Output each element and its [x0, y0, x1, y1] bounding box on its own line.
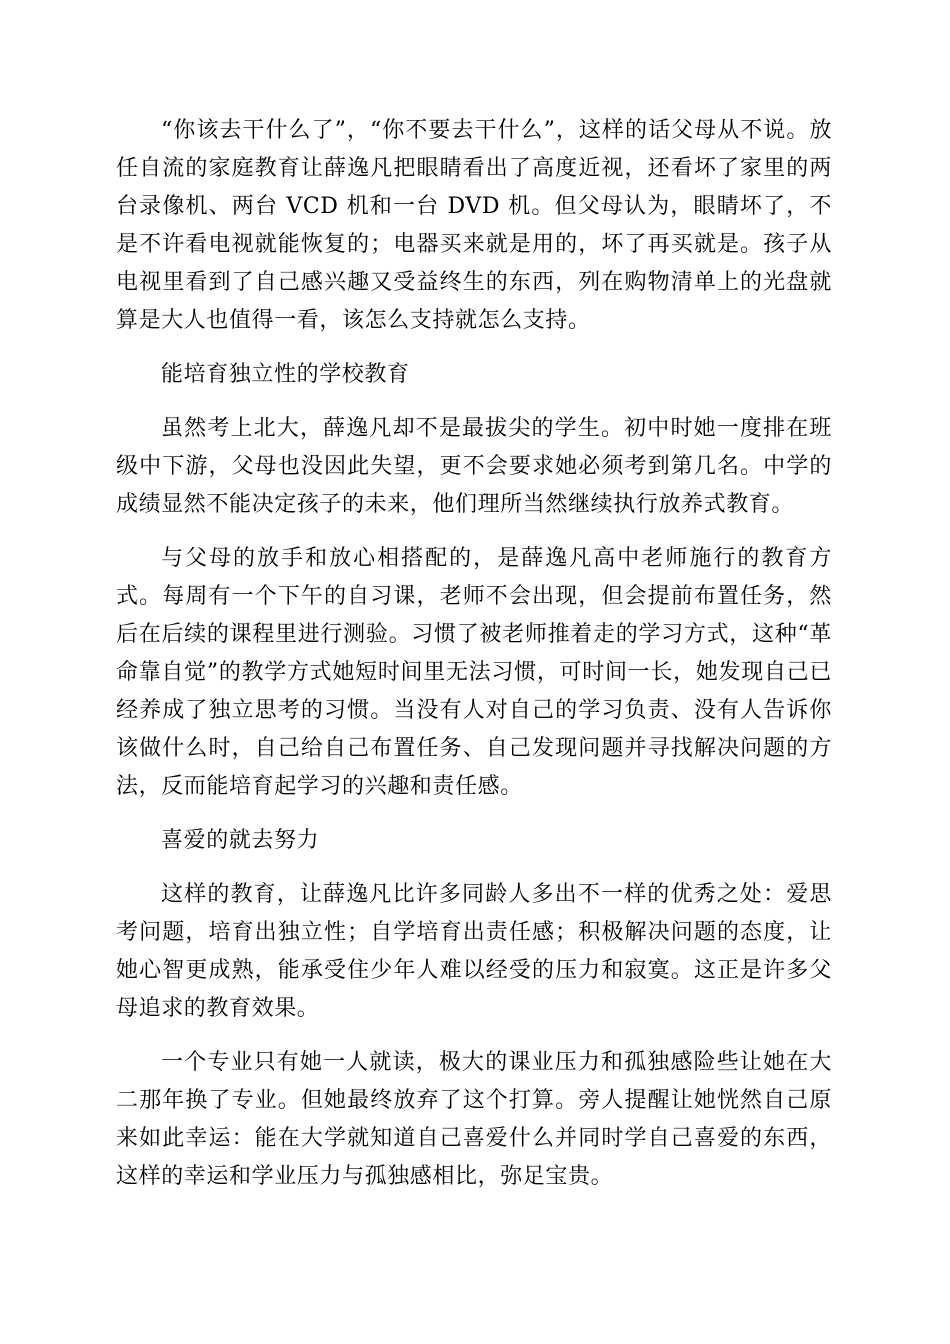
- document-body: [116, 112, 832, 1212]
- paragraph-middle-school-grades: 虽然考上北大，薛逸凡却不是最拔尖的学生。初中时她一度排在班级中下游，父母也没因此失望，更不会要求她必须考到第几名。中学的成绩显然不能决定孩子的未来，他们理所当然继续执行放养式教育。: [116, 416, 832, 517]
- paragraph-family-education: “你该去干什么了”，“你不要去干什么”，这样的话父母从不说。放任自流的家庭教育让薛逸凡把眼睛看出了高度近视，还看坏了家里的两台录像机、两台 VCD 机和一台 DVD 机。但父母认为，眼睛坏了，不是不许看电视就能恢复的；电器买来就是用的，坏了再买就是。孩子从电视里看到了自己感兴趣又受益终生的东西，列在购物清单上的光盘就算是大人也值得一看，该怎么支持就怎么支持。: [116, 118, 832, 333]
- paragraph-major-choice: 一个专业只有她一人就读，极大的课业压力和孤独感险些让她在大二那年换了专业。但她最终放弃了这个打算。旁人提醒让她恍然自己原来如此幸运：能在大学就知道自己喜爱什么并同时学自己喜爱的东西，这样的幸运和学业压力与孤独感相比，弥足宝贵。: [116, 1050, 832, 1189]
- paragraph-education-outcome: 这样的教育，让薛逸凡比许多同龄人多出不一样的优秀之处：爱思考问题，培育出独立性；自学培育出责任感；积极解决问题的态度，让她心智更成熟，能承受住少年人难以经受的压力和寂寞。这正是许多父母追求的教育效果。: [116, 882, 832, 1021]
- section-heading-school-education: 能培育独立性的学校教育: [161, 362, 410, 387]
- paragraph-high-school-teaching: 与父母的放手和放心相搭配的，是薛逸凡高中老师施行的教育方式。每周有一个下午的自习课，老师不会出现，但会提前布置任务，然后在后续的课程里进行测验。习惯了被老师推着走的学习方式，这种“革命靠自觉”的教学方式她短时间里无法习惯，可时间一长，她发现自己已经养成了独立思考的习惯。当没有人对自己的学习负责、没有人告诉你该做什么时，自己给自己布置任务、自己发现问题并寻找解决问题的方法，反而能培育起学习的兴趣和责任感。: [116, 546, 832, 799]
- section-heading-pursue-passion: 喜爱的就去努力: [161, 828, 320, 853]
